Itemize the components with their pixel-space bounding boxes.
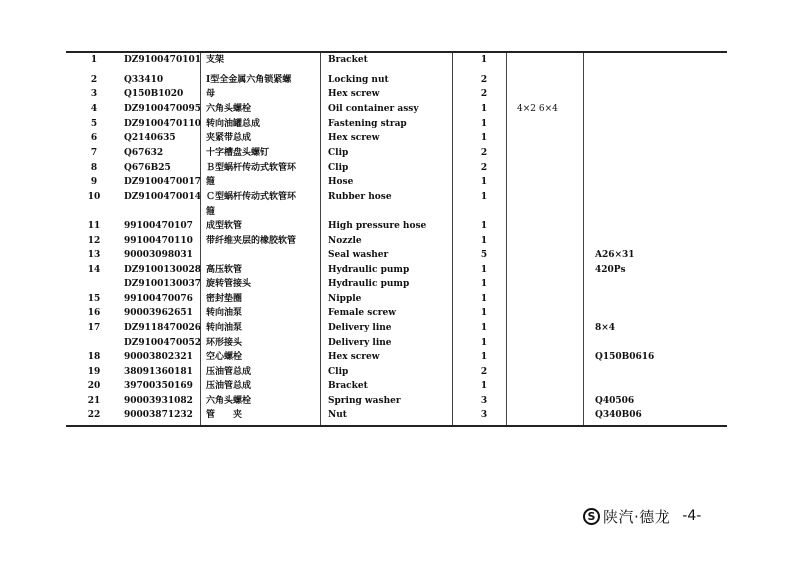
cell-en: Fastening strap: [328, 119, 407, 129]
cell-no: 15: [87, 294, 101, 304]
table-row: [66, 87, 727, 101]
cell-code: 90003802321: [124, 352, 193, 362]
table-row: [66, 350, 727, 364]
table-row: [66, 161, 727, 175]
cell-en: Delivery line: [328, 338, 392, 348]
cell-qty: 1: [480, 119, 488, 129]
cell-en: Hydraulic pump: [328, 279, 410, 289]
cell-code: 99100470110: [124, 236, 193, 246]
cell-code: 38091360181: [124, 367, 193, 377]
cell-no: 2: [90, 75, 98, 85]
cell-qty: 2: [480, 148, 488, 158]
cell-no: 19: [87, 367, 101, 377]
cell-cn: 转向油罐总成: [206, 119, 261, 129]
cell-cn: 六角头螺栓: [206, 104, 252, 114]
cell-no: 13: [87, 250, 101, 260]
cell-qty: 2: [480, 163, 488, 173]
table-row: [66, 219, 727, 233]
table-row: [66, 379, 727, 393]
cell-qty: 1: [480, 265, 488, 275]
cell-no: 9: [90, 177, 98, 187]
cell-cn: 支架: [206, 55, 225, 65]
cell-en: Locking nut: [328, 75, 389, 85]
cell-cn: Ⅰ型全金属六角锁紧螺: [206, 75, 292, 85]
table-row: [66, 190, 727, 204]
table-row: [66, 336, 727, 350]
cell-cn: 旋转管接头: [206, 279, 252, 289]
cell-qty: 2: [480, 75, 488, 85]
cell-r2: Q40506: [595, 396, 635, 406]
cell-code: 99100470076: [124, 294, 193, 304]
table-row: [66, 248, 727, 262]
cell-no: 5: [90, 119, 98, 129]
cell-code: Q33410: [124, 75, 164, 85]
table-row: [66, 306, 727, 320]
cell-cn: 管 夹: [206, 410, 243, 420]
page-number: -4-: [682, 508, 702, 524]
table-bottom-border: [66, 425, 727, 427]
table-row: [66, 277, 727, 291]
cell-cn: 转向油泵: [206, 308, 243, 318]
table-row: [66, 53, 727, 67]
cell-code: Q2140635: [124, 133, 176, 143]
cell-cn: 六角头螺栓: [206, 396, 252, 406]
cell-cn: 带纤维夹层的橡胶软管: [206, 236, 297, 246]
cell-cn: 成型软管: [206, 221, 243, 231]
cell-cn: Ｂ型蜗杆传动式软管环: [206, 163, 297, 173]
cell-code: Q676B25: [124, 163, 171, 173]
cell-qty: 1: [480, 133, 488, 143]
cell-r2: 8×4: [595, 323, 616, 333]
parts-table: [66, 51, 727, 427]
cell-qty: 1: [480, 338, 488, 348]
cell-code: DZ9100470110: [124, 119, 201, 129]
cell-code: DZ9100470014: [124, 192, 201, 202]
cell-qty: 1: [480, 352, 488, 362]
cell-no: 4: [90, 104, 98, 114]
cell-qty: 1: [480, 279, 488, 289]
table-row: [66, 365, 727, 379]
cell-cn: 箍: [206, 177, 216, 187]
table-row: [66, 234, 727, 248]
table-row: [66, 292, 727, 306]
cell-no: 18: [87, 352, 101, 362]
cell-r2: Q150B0616: [595, 352, 655, 362]
cell-code: DZ9100470095: [124, 104, 201, 114]
cell-en: Nipple: [328, 294, 362, 304]
table-row: [66, 175, 727, 189]
cell-code: 90003931082: [124, 396, 193, 406]
cell-cn: Ｃ型蜗杆传动式软管环: [206, 192, 297, 202]
cell-qty: 3: [480, 410, 488, 420]
cell-code: 90003871232: [124, 410, 193, 420]
cell-cn: 转向油泵: [206, 323, 243, 333]
table-row: [66, 146, 727, 160]
cell-no: 16: [87, 308, 101, 318]
table-row: [66, 205, 727, 219]
cell-qty: 1: [480, 177, 488, 187]
cell-en: Nut: [328, 410, 347, 420]
brand-name: 陕汽·德龙: [603, 507, 671, 526]
cell-no: 3: [90, 89, 98, 99]
cell-qty: 1: [480, 381, 488, 391]
cell-qty: 1: [480, 104, 488, 114]
cell-en: Clip: [328, 148, 349, 158]
table-row: [66, 408, 727, 422]
cell-qty: 2: [480, 89, 488, 99]
table-row: [66, 394, 727, 408]
cell-code: 39700350169: [124, 381, 193, 391]
cell-no: 8: [90, 163, 98, 173]
table-row: [66, 117, 727, 131]
cell-qty: 1: [480, 236, 488, 246]
cell-en: Bracket: [328, 381, 368, 391]
cell-cn: 箍: [206, 207, 216, 217]
cell-r2: Q340B06: [595, 410, 642, 420]
cell-en: Oil container assy: [328, 104, 419, 114]
cell-no: 6: [90, 133, 98, 143]
cell-code: DZ9100130037: [124, 279, 201, 289]
cell-qty: 1: [480, 55, 488, 65]
cell-en: Clip: [328, 163, 349, 173]
cell-code: Q67632: [124, 148, 164, 158]
cell-qty: 3: [480, 396, 488, 406]
cell-en: Hex screw: [328, 133, 380, 143]
cell-code: DZ9100470017: [124, 177, 201, 187]
cell-r1: 4×2 6×4: [517, 104, 558, 114]
cell-cn: 母: [206, 89, 216, 99]
cell-code: DZ9100470101: [124, 55, 201, 65]
cell-code: DZ9100470052: [124, 338, 201, 348]
cell-cn: 压油管总成: [206, 381, 252, 391]
cell-code: 90003098031: [124, 250, 193, 260]
cell-en: Delivery line: [328, 323, 392, 333]
table-row: [66, 263, 727, 277]
cell-cn: 高压软管: [206, 265, 243, 275]
page-footer: [583, 504, 701, 528]
cell-cn: 十字槽盘头螺钉: [206, 148, 270, 158]
cell-qty: 2: [480, 367, 488, 377]
cell-en: Bracket: [328, 55, 368, 65]
cell-cn: 密封垫圈: [206, 294, 243, 304]
cell-no: 14: [87, 265, 101, 275]
cell-cn: 环形接头: [206, 338, 243, 348]
cell-qty: 1: [480, 294, 488, 304]
cell-code: Q150B1020: [124, 89, 184, 99]
cell-r2: 420Ps: [595, 265, 626, 275]
cell-no: 21: [87, 396, 101, 406]
table-row: [66, 321, 727, 335]
cell-en: Hydraulic pump: [328, 265, 410, 275]
cell-qty: 1: [480, 221, 488, 231]
cell-no: 22: [87, 410, 101, 420]
cell-en: Nozzle: [328, 236, 362, 246]
cell-no: 1: [90, 55, 98, 65]
cell-no: 7: [90, 148, 98, 158]
cell-code: 90003962651: [124, 308, 193, 318]
table-row: [66, 73, 727, 87]
cell-en: Hex screw: [328, 352, 380, 362]
cell-cn: 压油管总成: [206, 367, 252, 377]
cell-no: 10: [87, 192, 101, 202]
table-row: [66, 102, 727, 116]
cell-no: 20: [87, 381, 101, 391]
cell-cn: 空心螺栓: [206, 352, 243, 362]
cell-en: Hex screw: [328, 89, 380, 99]
cell-en: Female screw: [328, 308, 397, 318]
cell-en: Clip: [328, 367, 349, 377]
cell-r2: A26×31: [595, 250, 635, 260]
cell-qty: 5: [480, 250, 488, 260]
cell-no: 11: [87, 221, 101, 231]
cell-code: DZ9100130028: [124, 265, 201, 275]
cell-no: 17: [87, 323, 101, 333]
cell-cn: 夹紧带总成: [206, 133, 252, 143]
cell-qty: 1: [480, 323, 488, 333]
cell-qty: 1: [480, 192, 488, 202]
cell-code: DZ9118470026: [124, 323, 201, 333]
cell-qty: 1: [480, 308, 488, 318]
cell-code: 99100470107: [124, 221, 193, 231]
cell-en: Seal washer: [328, 250, 389, 260]
cell-en: Rubber hose: [328, 192, 392, 202]
cell-en: Hose: [328, 177, 354, 187]
cell-en: Spring washer: [328, 396, 401, 406]
cell-en: High pressure hose: [328, 221, 427, 231]
table-row: [66, 131, 727, 145]
cell-no: 12: [87, 236, 101, 246]
shacman-logo-icon: S: [583, 508, 600, 525]
